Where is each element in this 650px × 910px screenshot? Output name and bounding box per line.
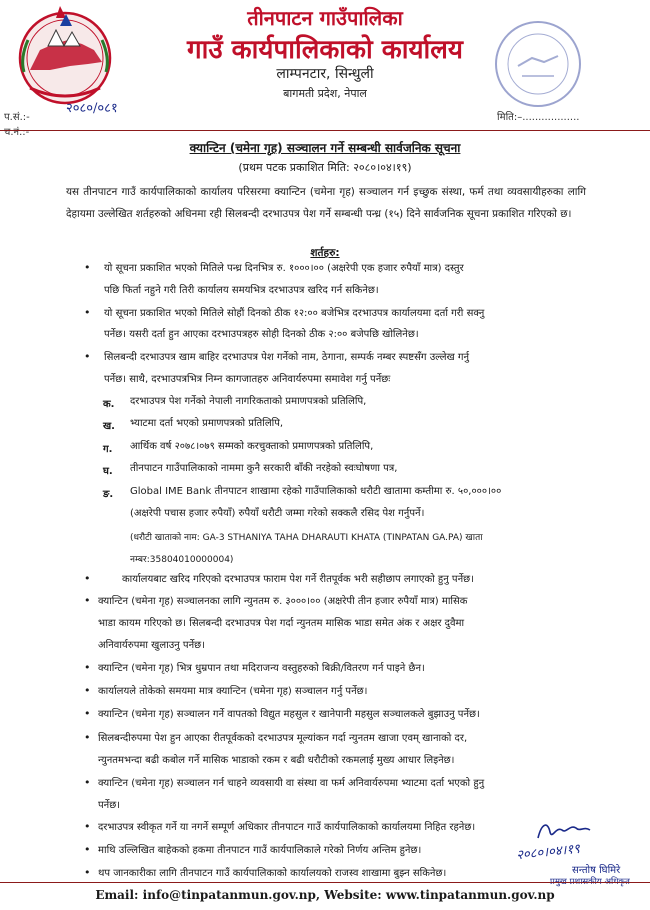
notice-title: क्यान्टिन (चमेना गृह) सञ्चालन गर्ने सम्बन्धी सार्वजनिक सूचना <box>189 141 461 155</box>
sub-item-ka: दरभाउपत्र पेश गर्नेको नेपाली नागरिकताको प्रमाणपत्रको प्रतिलिपि, <box>130 396 367 407</box>
sub-item-label: ख. <box>103 421 115 432</box>
bullet-icon: • <box>84 350 91 363</box>
term-10-line-2: पर्नेछ। <box>98 800 121 811</box>
bullet-icon: • <box>84 776 91 789</box>
office-location: लाम्पनटार, सिन्धुली <box>276 66 374 82</box>
sub-item-nga-line-1: Global IME Bank तीनपाटन शाखामा रहेको गाउँपालिकाको धरौटी खातामा कम्तीमा रु. ५०,०००।०० <box>130 486 502 497</box>
sub-item-nga-line-4: नम्बर:35804010000004) <box>130 555 234 565</box>
sub-item-kha: भ्याटमा दर्ता भएको प्रमाणपत्रको प्रतिलिपि, <box>130 418 284 429</box>
patra-number: २०८०/०८१ <box>66 101 118 116</box>
term-8: क्यान्टिन (चमेना गृह) सञ्चालन गर्ने वापतको विद्युत महसुल र खानेपानी महसुल सञ्चालकले बुझाउनु पर्नेछ। <box>98 709 480 720</box>
patra-label: प.सं.:- <box>4 112 30 123</box>
term-12: माथि उल्लिखित बाहेकको हकमा तीनपाटन गाउँ कार्यपालिकाले गरेको निर्णय अन्तिम हुनेछ। <box>98 845 422 856</box>
term-5-line-1: क्यान्टिन (चमेना गृह) सञ्चालनका लागि न्युनतम रु. ३०००।०० (अक्षरेपी तीन हजार रुपैयाँ मात्र) मासिक <box>98 596 468 607</box>
municipality-name: तीनपाटन गाउँपालिका <box>247 6 403 30</box>
province-name: बागमती प्रदेश, नेपाल <box>283 87 367 100</box>
header-rule <box>0 130 650 131</box>
term-11: दरभाउपत्र स्वीकृत गर्ने या नगर्ने सम्पूर्ण अधिकार तीनपाटन गाउँ कार्यपालिकाको कार्यालयमा निहित रहनेछ। <box>98 822 476 833</box>
bullet-icon: • <box>84 820 91 833</box>
term-4-line-1: कार्यालयबाट खरिद गरिएको दरभाउपत्र फाराम पेश गर्ने रीतपूर्वक भरी सहीछाप लगाएको हुनु पर्नेछ। <box>122 574 474 585</box>
sub-item-label: ग. <box>103 444 113 455</box>
bullet-icon: • <box>84 594 91 607</box>
sub-item-gha: तीनपाटन गाउँपालिकाको नाममा कुनै सरकारी बाँकी नरहेको स्वःघोषणा पत्र, <box>130 463 398 474</box>
term-9-line-2: न्युनतमभन्दा बढी कबोल गर्ने मासिक भाडाको रकम र बढी धरौटीको रकमलाई मुख्य आधार लिइनेछ। <box>98 755 455 766</box>
term-9-line-1: सिलबन्दीरुपमा पेश हुन आएका रीतपूर्वकको दरभाउपत्र मूल्यांकन गर्दा न्युनतम खाजा एवम् खानाको दर, <box>98 733 468 744</box>
term-5-line-2: भाडा कायम गरिएको छ। सिलबन्दी दरभाउपत्र पेश गर्दा न्युनतम मासिक भाडा समेत अंक र अक्षर दुवैमा <box>98 618 465 629</box>
bullet-icon: • <box>84 572 91 585</box>
bullet-icon: • <box>84 843 91 856</box>
sub-item-label: घ. <box>103 466 113 477</box>
footer-rule <box>0 882 650 883</box>
signatory-designation: प्रमुख प्रशासकीय अधिकृत <box>550 877 630 887</box>
term-3-line-1: सिलबन्दी दरभाउपत्र खाम बाहिर दरभाउपत्र पेश गर्नेको नाम, ठेगाना, सम्पर्क नम्बर स्पष्टसँग उल्लेख गर्नु <box>104 352 470 363</box>
term-2-line-1: यो सूचना प्रकाशित भएको मितिले सोहौं दिनको ठीक १२:०० बजेभित्र दरभाउपत्र कार्यालयमा दर्ता गरी सक्नु <box>104 308 485 319</box>
sub-item-ga: आर्थिक वर्ष २०७८।०७९ सम्मको करचुक्ताको प्रमाणपत्रको प्रतिलिपि, <box>130 441 374 452</box>
notice-subtitle: (प्रथम पटक प्रकाशित मिति: २०८०।०४।१९) <box>238 161 412 174</box>
term-13: थप जानकारीका लागि तीनपाटन गाउँ कार्यपालिकाको कार्यालयको राजस्व शाखामा बुझ्न सकिनेछ। <box>98 868 447 879</box>
term-2-line-2: पर्नेछ। यसरी दर्ता हुन आएका दरभाउपत्रहरु सोही दिनको ठीक २:०० बजेपछि खोलिनेछ। <box>104 329 419 340</box>
bullet-icon: • <box>84 707 91 720</box>
term-6: क्यान्टिन (चमेना गृह) भित्र धुम्रपान तथा मदिराजन्य वस्तुहरुको बिक्री/वितरण गर्न पाइने छैन। <box>98 663 425 674</box>
signature-date: २०८०।०४।१९ <box>515 841 581 864</box>
terms-heading: शर्तहरु: <box>310 247 340 259</box>
bullet-icon: • <box>84 731 91 744</box>
office-name: गाउँ कार्यपालिकाको कार्यालय <box>187 35 463 65</box>
chalani-label: च.नं.:- <box>4 127 30 138</box>
term-3-line-2: पर्नेछ। साथै, दरभाउपत्रभित्र निम्न कागजातहरु अनिवार्यरुपमा समावेश गर्नु पर्नेछः <box>104 374 391 385</box>
term-10-line-1: क्यान्टिन (चमेना गृह) सञ्चालन गर्न चाहने व्यवसायी वा संस्था वा फर्म अनिवार्यरुपमा भ्याटमा दर्ता भएको हुनु <box>98 778 485 789</box>
bullet-icon: • <box>84 306 91 319</box>
sub-item-nga-line-2: (अक्षरेपी पचास हजार रुपैयाँ) रुपैयाँ धरौटी जम्मा गरेको सक्कलै रसिद पेश गर्नुपर्ने। <box>130 508 425 519</box>
bullet-icon: • <box>84 261 91 274</box>
signatory-name: सन्तोष घिमिरे <box>572 865 621 876</box>
bullet-icon: • <box>84 866 91 879</box>
footer-contact: Email: info@tinpatanmun.gov.np, Website: www.tinpatanmun.gov.np <box>95 888 555 902</box>
bullet-icon: • <box>84 684 91 697</box>
term-1-line-1: यो सूचना प्रकाशित भएको मितिले पन्ध्र दिनभित्र रु. १०००।०० (अक्षरेपी एक हजार रुपैयाँ मात्र) दस्तुर <box>104 263 464 274</box>
notice-intro: यस तीनपाटन गाउँ कार्यपालिकाको कार्यालय परिसरमा क्यान्टिन (चमेना गृह) सञ्चालन गर्न इच्छुक संस्था, फर्म तथा व्यवसायीहरुका लागि देहायमा उल्लेखित शर्तहरुको अधिनमा रही सिलबन्दी दरभाउपत्र पेश गर्ने सम्बन्धी पन्ध्र (१५) दिने सार्वजनिक सूचना प्रकाशित गरिएको छ। <box>66 186 586 220</box>
sub-item-nga-line-3: (धरौटी खाताको नाम: GA-3 STHANIYA TAHA DHARAUTI KHATA (TINPATAN GA.PA) खाता <box>130 533 483 543</box>
date-label: मिति:–.................. <box>497 112 580 123</box>
term-5-line-3: अनिवार्यरुपमा खुलाउनु पर्नेछ। <box>98 640 205 651</box>
sub-item-label: ङ. <box>103 489 114 500</box>
bullet-icon: • <box>84 661 91 674</box>
term-7: कार्यालयले तोकेको समयमा मात्र क्यान्टिन (चमेना गृह) सञ्चालन गर्नु पर्नेछ। <box>98 686 368 697</box>
term-1-line-2: पछि फिर्ता नहुने गरी तिरी कार्यालय समयभित्र दरभाउपत्र खरिद गर्न सकिनेछ। <box>104 285 379 296</box>
sub-item-label: क. <box>103 399 115 410</box>
